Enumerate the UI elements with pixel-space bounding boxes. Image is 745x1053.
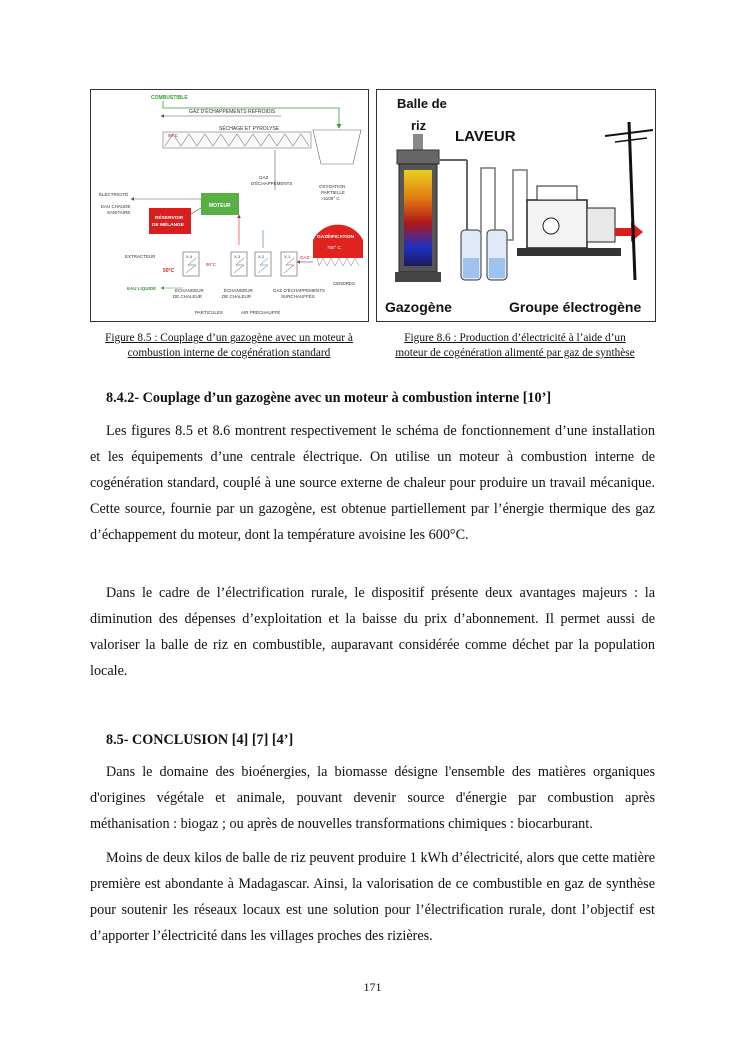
label-particules: PARTICULES — [195, 310, 223, 315]
engine-top — [537, 186, 577, 200]
cogeneration-schematic — [91, 90, 368, 321]
paragraph-842-1: Les figures 8.5 et 8.6 montrent respectivement le schéma de fonctionnement d’une installation et les équipements d’une centrale électrique. On utilise un moteur à combustion interne de cogénération standard, couplé à une source externe de chaleur pour produire un travail mécanique. Cette source, fournie par un gazogène, est obtenue partiellement par l’énergie thermique des gaz d’échappement du moteur, dont la température avoisine les 600°C. — [90, 423, 655, 543]
power-pole — [629, 122, 635, 280]
section-heading-85: 8.5- CONCLUSION [4] [7] [4’] — [106, 732, 294, 748]
label-temp-90b: 90°C — [206, 262, 217, 267]
label-gaz-echap-1: GAZ — [259, 175, 269, 180]
label-balle-1: Balle de — [397, 96, 447, 111]
section-heading-842: 8.4.2- Couplage d’un gazogène avec un moteur à combustion interne [10’] — [106, 390, 552, 406]
engine-flywheel — [543, 218, 559, 234]
label-echangeur-1a: ÉCHANGEUR — [175, 288, 204, 293]
label-gaz-surch-1: GAZ D'ÉCHAPPEMENTS — [273, 288, 325, 293]
gasifier-zones — [404, 170, 432, 266]
label-gaz-surch-2: SURCHAUFFÉS — [281, 294, 315, 299]
label-oxydation-1: OXYDATION — [319, 184, 346, 189]
page-number: 171 — [363, 980, 382, 994]
label-laveur: LAVEUR — [455, 128, 516, 145]
mixing-tank-box — [149, 208, 191, 234]
label-gaz-echap-2: D'ÉCHAPPEMENTS — [251, 181, 293, 186]
label-temp-90: 90°C — [168, 133, 179, 138]
gasifier-top — [397, 150, 439, 164]
label-eau-chaude-1: EAU CHAUDE — [101, 204, 131, 209]
label-extracteur: EXTRACTEUR — [125, 254, 156, 259]
label-balle-2: riz — [411, 118, 427, 133]
label-x2: X-2 — [258, 254, 265, 259]
tank-engine-line — [191, 208, 201, 214]
figure-8-6-photo — [376, 89, 656, 322]
label-temp-750: 750° C — [327, 245, 341, 250]
label-x4: X-4 — [186, 254, 193, 259]
label-gaz: GAZ — [300, 255, 310, 260]
label-gazeification: GAZÉIFICATION — [317, 235, 354, 240]
label-electricite: ÉLECTRICITÉ — [99, 192, 129, 197]
generator-base — [517, 248, 621, 256]
label-eau-liquide: EAU LIQUIDE — [127, 286, 157, 291]
label-moteur: MOTEUR — [209, 203, 231, 209]
label-reservoir-1: RÉSERVOIR — [155, 216, 184, 221]
washer-water-2 — [489, 258, 505, 278]
figure-8-5-diagram — [90, 89, 369, 322]
caption-86-line1: Figure 8.6 : Production d’électricité à l’aide d’un — [404, 332, 626, 344]
label-eau-chaude-2: SANITAIRE — [107, 210, 131, 215]
paragraph-85-2: Moins de deux kilos de balle de riz peuvent produire 1 kWh d’électricité, alors que cette matière première est abondante à Madagascar. Ainsi, la valorisation de ce combustible en gaz de synthèse pour soutenir les réseaux locaux est une solution pour l’électrification rurale, dont l’objectif est d’apporter l’électricité dans les villages proches des rizières. — [90, 850, 655, 944]
figure-8-6-caption — [374, 331, 656, 361]
label-cendres: CENDRES — [333, 281, 356, 286]
power-out-arrow — [615, 222, 643, 242]
caption-86-line2: moteur de cogénération alimenté par gaz de synthèse — [395, 347, 635, 359]
label-echangeur-2b: DE CHALEUR — [222, 294, 252, 299]
reactor-hopper — [313, 130, 361, 164]
label-reservoir-2: DE MÉLANGE — [152, 223, 184, 228]
label-temp-50: 50°C — [163, 268, 175, 274]
washer-pipe-1 — [481, 168, 495, 240]
gasification-chamber — [313, 225, 363, 258]
washer-pipe-2 — [507, 170, 527, 240]
label-x3: X-3 — [234, 254, 241, 259]
label-gaz-refroidis: GAZ D'ÉCHAPPEMENTS REFROIDIS — [189, 109, 276, 115]
ash-grate — [317, 258, 359, 266]
label-groupe: Groupe électrogène — [509, 299, 642, 315]
label-x1: X-1 — [284, 254, 291, 259]
paragraph-842-2: Dans le cadre de l’électrification rurale, le dispositif présente deux avantages majeurs : la diminution des dépenses d’exploitation et la baisse du prix d’abonnement. Il permet aussi de valoriser la balle de riz en combustible, auparavant considérée comme déchet par la population locale. — [90, 585, 655, 679]
caption-85-line2: combustion interne de cogénération standard — [127, 347, 331, 359]
figure-8-5-caption — [88, 331, 370, 361]
label-sechage: SÉCHAGE ET PYROLYSE — [219, 126, 280, 132]
label-air: AIR PRÉCHAUFFÉ — [241, 310, 281, 315]
label-echangeur-1b: DE CHALEUR — [173, 294, 203, 299]
label-gazogene: Gazogène — [385, 299, 452, 315]
power-plant-illustration — [377, 90, 655, 321]
label-oxydation-2: PARTIELLE — [321, 190, 345, 195]
gasifier-base — [395, 272, 441, 282]
alternator — [587, 208, 615, 242]
label-oxydation-3: >1100° C — [321, 196, 340, 201]
washer-water-1 — [463, 258, 479, 278]
paragraph-85-1: Dans le domaine des bioénergies, la biomasse désigne l'ensemble des matières organiques d'origines végétale et animale, pouvant devenir source d'énergie par combustion après méthanisation : biogaz ; ou après de nouvelles transformations chimiques : biocarburant. — [90, 764, 655, 832]
label-combustible: COMBUSTIBLE — [151, 95, 188, 101]
label-echangeur-2a: ÉCHANGEUR — [224, 288, 253, 293]
caption-85-line1: Figure 8.5 : Couplage d’un gazogène avec un moteur à — [105, 332, 353, 344]
